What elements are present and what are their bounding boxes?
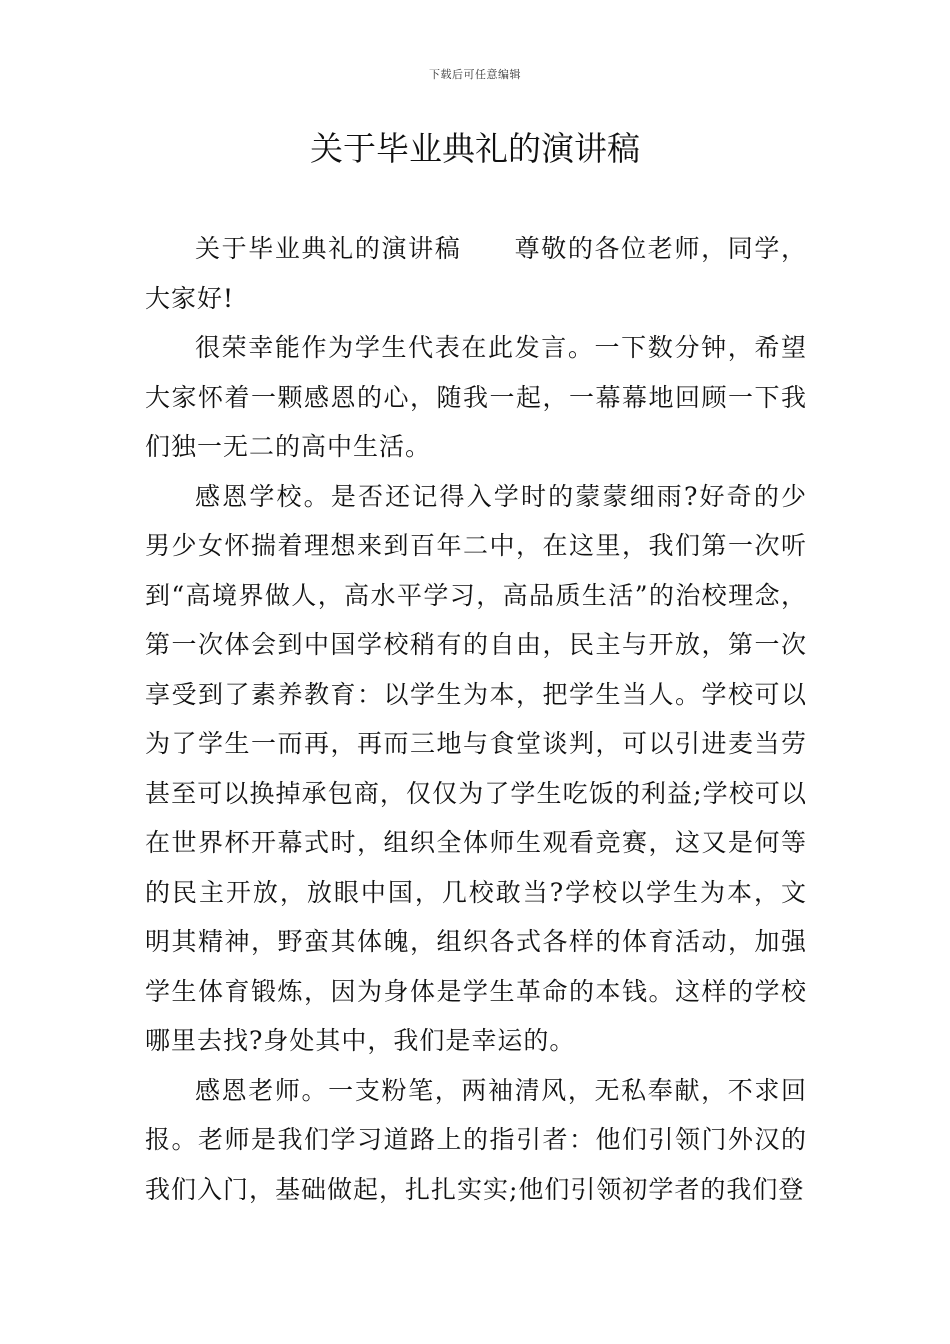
paragraph: 关于毕业典礼的演讲稿 尊敬的各位老师，同学，大家好! xyxy=(145,234,807,313)
document-body xyxy=(145,224,807,1214)
paragraph: 感恩学校。是否还记得入学时的蒙蒙细雨?好奇的少男少女怀揣着理想来到百年二中，在这里，我们第一次听到“高境界做人，高水平学习，高品质生活”的治校理念，第一次体会到中国学校稍有的自由，民主与开放，第一次享受到了素养教育：以学生为本，把学生当人。学校可以为了学生一而再，再而三地与食堂谈判，可以引进麦当劳甚至可以换掉承包商，仅仅为了学生吃饭的利益;学校可以在世界杯开幕式时，组织全体师生观看竞赛，这又是何等的民主开放，放眼中国，几校敢当?学校以学生为本，文明其精神，野蛮其体魄，组织各式各样的体育活动，加强学生体育锻炼，因为身体是学生革命的本钱。这样的学校哪里去找?身处其中，我们是幸运的。 xyxy=(145,481,807,1055)
document-title: 关于毕业典礼的演讲稿 xyxy=(310,129,640,168)
paragraph: 感恩老师。一支粉笔，两袖清风，无私奉献，不求回报。老师是我们学习道路上的指引者：他们引领门外汉的我们入门，基础做起，扎扎实实;他们引领初学者的我们登 xyxy=(145,1075,807,1204)
header-note: 下载后可任意编辑 xyxy=(429,68,521,81)
paragraph: 很荣幸能作为学生代表在此发言。一下数分钟，希望大家怀着一颗感恩的心，随我一起，一幕幕地回顾一下我们独一无二的高中生活。 xyxy=(145,333,807,461)
